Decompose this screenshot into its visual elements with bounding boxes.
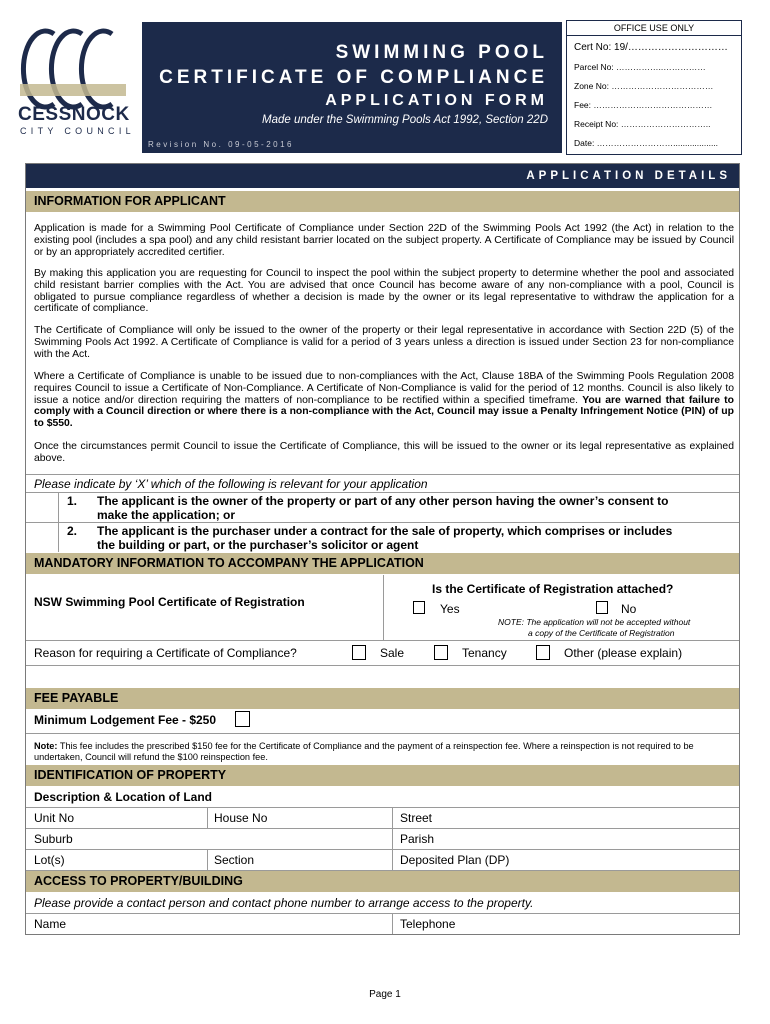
lots-field[interactable]: Lot(s) — [34, 853, 65, 867]
title-line-1: SWIMMING POOL — [335, 42, 548, 63]
option-2-text: The applicant is the purchaser under a contract for the sale of property, which comprises or includes — [97, 524, 673, 538]
option-1-text-cont: make the application; or — [97, 508, 236, 522]
divider — [383, 575, 384, 641]
fee-heading: FEE PAYABLE — [26, 688, 739, 709]
contact-name-field[interactable]: Name — [34, 917, 67, 931]
logo-name: CESSNOCK — [18, 104, 130, 125]
info-paragraph-2: By making this application you are requesting for Council to inspect the pool within the subject property to determine whether the pool and associated child resistant barrier complies with the Act. You are advised that once Council has become aware of any non-compliance with a pool, Council is obligated to pursue compliance regardless of whether a decision is made by the owner or its legal representative to withdraw the application for a certificate of compliance. — [34, 268, 734, 315]
section-field[interactable]: Section — [214, 853, 255, 867]
zone-no-field[interactable]: Zone No: ……………………………… — [574, 81, 714, 91]
other-label: Other (please explain) — [564, 646, 683, 660]
parcel-no-field[interactable]: Parcel No: ……………..…………… — [574, 62, 706, 72]
fee-note-text: This fee includes the prescribed $150 fee for the Certificate of Compliance and the payment of a reinspection fee. Where a reinspection is not required to be undertaken, Council will refund the $100 reinspection fee. — [34, 741, 694, 762]
option-1-text: The applicant is the owner of the property or part of any other person having the owner’s consent to — [97, 494, 669, 508]
sale-label: Sale — [380, 646, 405, 660]
divider — [26, 807, 739, 808]
street-field[interactable]: Street — [400, 811, 433, 825]
divider — [26, 474, 739, 475]
info-heading: INFORMATION FOR APPLICANT — [26, 191, 739, 212]
suburb-field[interactable]: Suburb — [34, 832, 73, 846]
option-2-number: 2. — [67, 524, 78, 538]
divider — [392, 913, 393, 934]
title-line-2: CERTIFICATE OF COMPLIANCE — [159, 67, 548, 88]
info-paragraph-1: Application is made for a Swimming Pool Certificate of Compliance under Section 22D of the Swimming Pools Act 1992 (the Act) in relation to the existing pool (includes a spa pool) and any child resistant barrier located on the subject property. A Certificate of Compliance may be issued by Council or by an appropriately accredited certifier. — [34, 223, 734, 258]
divider — [26, 733, 739, 734]
header-banner — [142, 22, 562, 153]
divider — [207, 849, 208, 870]
unit-no-field[interactable]: Unit No — [34, 811, 75, 825]
reason-label: Reason for requiring a Certificate of Compliance? — [34, 646, 297, 660]
info-paragraph-5: Once the circumstances permit Council to issue the Certificate of Compliance, this will be issued to the owner or its legal representative as explained above. — [34, 441, 734, 464]
sale-checkbox[interactable] — [352, 645, 366, 660]
access-heading: ACCESS TO PROPERTY/BUILDING — [26, 871, 739, 892]
info-paragraph-3: The Certificate of Compliance will only be issued to the owner of the property or their legal representative in accordance with Section 22D (5) of the Swimming Pools Act 1992. A Certificate of Compliance is valid for a period of 3 years unless a direction is issued under Section 23 for non-compliance with the Act. — [34, 325, 734, 360]
office-use-title: OFFICE USE ONLY — [567, 21, 741, 36]
divider — [26, 849, 739, 850]
yes-label: Yes — [440, 602, 460, 616]
min-fee-label: Minimum Lodgement Fee - $250 — [34, 713, 217, 727]
land-description-label: Description & Location of Land — [34, 790, 213, 804]
penalty-warning: You are warned that failure to comply with a Council direction or where there is a non-compliance with the Act, Council may issue a Penalty Infringement Notice (PIN) of up to $550. — [34, 394, 734, 430]
date-field[interactable]: Date: ………………………................... — [574, 138, 719, 148]
divider — [26, 913, 739, 914]
cert-no-field[interactable]: Cert No: 19/………………………… — [574, 42, 728, 53]
other-checkbox[interactable] — [536, 645, 550, 660]
yes-checkbox[interactable] — [413, 601, 425, 614]
house-no-field[interactable]: House No — [214, 811, 268, 825]
fee-note-label: Note: — [34, 741, 58, 751]
tenancy-label: Tenancy — [462, 646, 507, 660]
option-1-number: 1. — [67, 494, 78, 508]
access-prompt: Please provide a contact person and contact phone number to arrange access to the property. — [34, 896, 534, 910]
divider — [26, 640, 739, 641]
registration-note-1: NOTE: The application will not be accepted without — [498, 617, 691, 627]
office-use-box — [566, 20, 742, 155]
info-paragraph-4-text: Where a Certificate of Compliance is unable to be issued due to non-compliances with the Act, Clause 18BA of the Swimming Pools Regulation 2008 requires Council to issue a Certificate of Non-Compliance. A Certificate of Non-Compliance is valid for the period of 12 months. Council is also likely to issue a notice and/or direction requiring the matters of non-compliance to be rectified within a specified timeframe. — [34, 371, 734, 406]
receipt-no-field[interactable]: Receipt No: ………………………….. — [574, 119, 711, 129]
registration-note-2: a copy of the Certificate of Registration — [528, 628, 675, 638]
divider — [207, 807, 208, 828]
divider — [26, 522, 739, 523]
min-fee-checkbox[interactable] — [235, 711, 250, 727]
divider — [26, 665, 739, 666]
registration-question: Is the Certificate of Registration attached? — [432, 582, 674, 596]
no-label: No — [621, 602, 637, 616]
nsw-registration-label: NSW Swimming Pool Certificate of Registration — [34, 595, 305, 609]
parish-field[interactable]: Parish — [400, 832, 435, 846]
revision-number: Revision No. 09-05-2016 — [148, 140, 294, 149]
option-2-text-cont: the building or part, or the purchaser’s solicitor or agent — [97, 538, 419, 552]
fee-note — [34, 741, 734, 763]
option-2-checkbox[interactable] — [26, 522, 59, 552]
divider — [392, 807, 393, 870]
mandatory-heading: MANDATORY INFORMATION TO ACCOMPANY THE APPLICATION — [26, 553, 739, 574]
info-paragraph-4 — [34, 371, 734, 430]
logo-subtitle: CITY COUNCIL — [20, 126, 135, 136]
divider — [26, 492, 739, 493]
no-checkbox[interactable] — [596, 601, 608, 614]
page-number: Page 1 — [369, 989, 401, 1000]
fee-field[interactable]: Fee: …………………………………… — [574, 100, 713, 110]
council-logo-icon — [20, 22, 130, 112]
indicate-prompt: Please indicate by ‘X’ which of the following is relevant for your application — [34, 477, 428, 491]
application-details-bar: APPLICATION DETAILS — [26, 164, 739, 188]
contact-telephone-field[interactable]: Telephone — [400, 917, 456, 931]
option-1-checkbox[interactable] — [26, 492, 59, 522]
tenancy-checkbox[interactable] — [434, 645, 448, 660]
divider — [26, 828, 739, 829]
property-heading: IDENTIFICATION OF PROPERTY — [26, 765, 739, 786]
deposited-plan-field[interactable]: Deposited Plan (DP) — [400, 853, 510, 867]
title-line-3: APPLICATION FORM — [325, 92, 548, 109]
header-subtitle: Made under the Swimming Pools Act 1992, Section 22D — [262, 114, 548, 126]
